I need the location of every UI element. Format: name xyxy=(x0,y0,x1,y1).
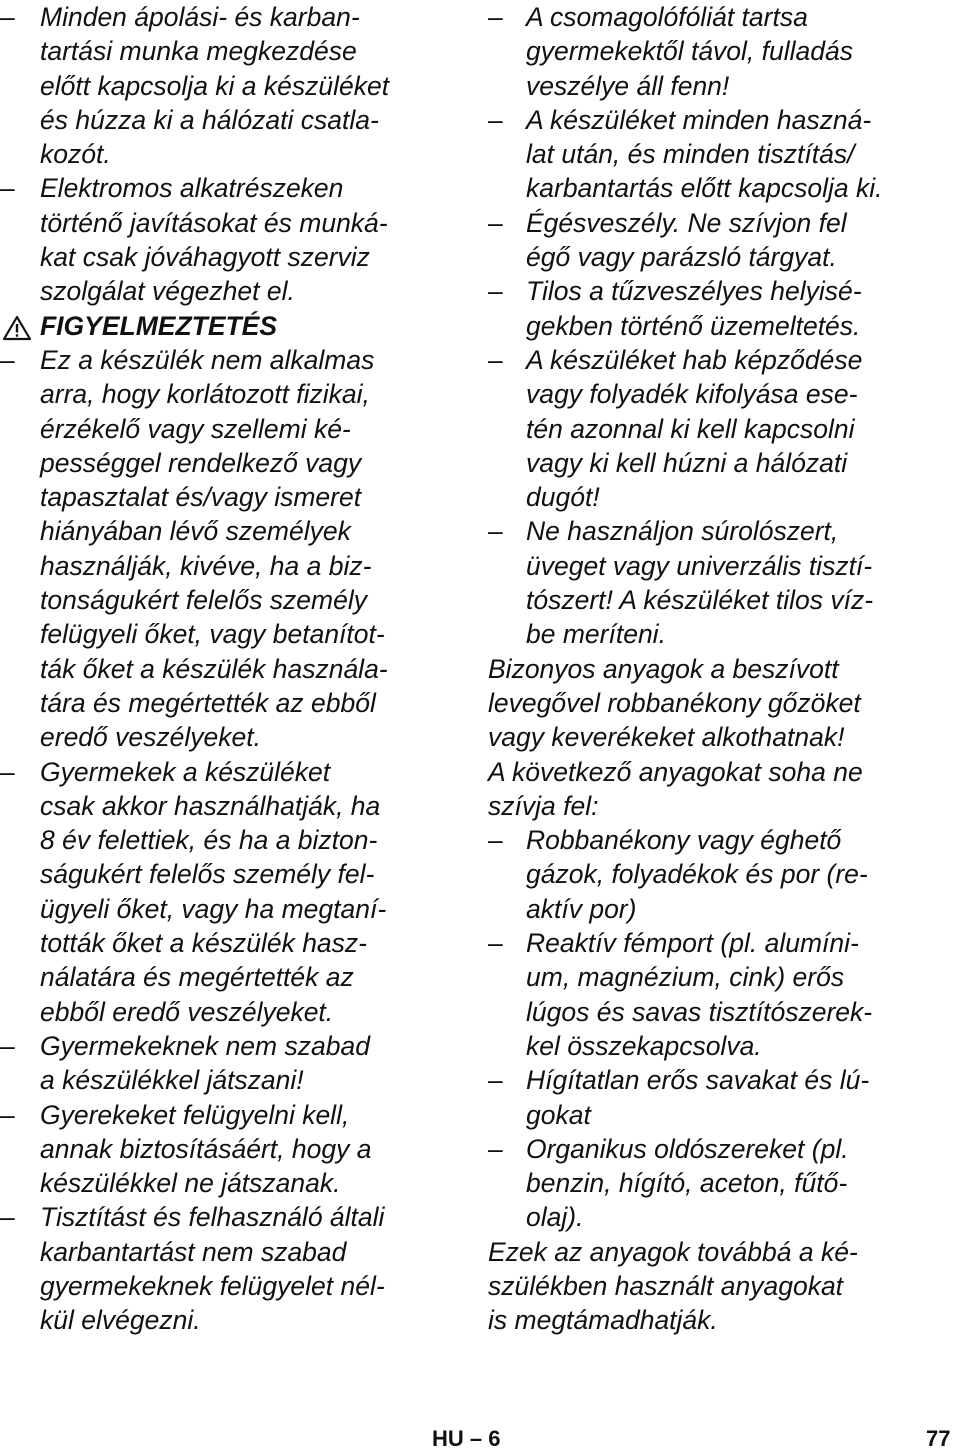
list-item xyxy=(488,103,950,206)
list-item xyxy=(0,1200,470,1337)
dash-bullet: – xyxy=(0,344,15,375)
list-item xyxy=(0,343,470,755)
list-item-text: A készüléket hab képződése vagy folyadék kifolyása ese- tén azonnal ki kell kapcsolni vagy ki kell húzni a hálózati dugót! xyxy=(526,344,863,513)
paragraph: Bizonyos anyagok a beszívott levegővel robbanékony gőzöket vagy keverékeket alkothatnak! xyxy=(488,653,861,753)
list-item-text: Gyermekeknek nem szabad a készülékkel játszani! xyxy=(40,1030,370,1096)
list-item xyxy=(488,514,950,651)
list-item-text: Tilos a tűzveszélyes helyisé- gekben történő üzemeltetés. xyxy=(526,276,862,341)
dash-bullet: – xyxy=(488,516,503,547)
list-item xyxy=(0,0,470,171)
list-item-text: Gyerekeket felügyelni kell, annak biztosításáért, hogy a készülékkel ne játszanak. xyxy=(40,1099,372,1199)
list-item-text: Organikus oldószereket (pl. benzin, hígító, aceton, fűtő- olaj). xyxy=(526,1133,849,1233)
list-item xyxy=(488,0,950,103)
list-item xyxy=(488,1132,950,1235)
dash-bullet: – xyxy=(0,1202,15,1233)
dash-bullet: – xyxy=(488,207,503,238)
dash-bullet: – xyxy=(488,825,503,856)
list-item xyxy=(0,1098,470,1201)
warning-heading xyxy=(0,309,470,343)
list-item-text: Elektromos alkatrészeken történő javításokat és munká- kat csak jóváhagyott szerviz szolgálat végezhet el. xyxy=(40,173,388,307)
list-item xyxy=(0,171,470,308)
list-item-text: Gyermekek a készüléket csak akkor használhatják, ha 8 év felettiek, és ha a bizton- ságukért felelős személy fel- ügyeli őket, vagy ha megtaní- tották őket a készülék hasz- nálatára és megértették az ebből eredő veszélyeket. xyxy=(40,756,387,1027)
list-item xyxy=(488,1063,950,1132)
dash-bullet: – xyxy=(488,1133,503,1164)
list-item-text: Ez a készülék nem alkalmas arra, hogy korlátozott fizikai, érzékelő vagy szellemi ké- pességgel rendelkező vagy tapasztalat és/vagy ismeret hiányában lévő személyek használják, kivéve, ha a biz- tonságukért felelős személy felügyeli őket, vagy betanítot- ták őket a készülék használa- tára és megértették az ebből eredő veszélyeket. xyxy=(40,344,388,753)
warning-triangle-icon xyxy=(2,315,32,341)
footer-language-page-code: HU – 6 xyxy=(432,1426,501,1451)
dash-bullet: – xyxy=(488,2,503,32)
dash-bullet: – xyxy=(488,344,503,375)
list-item-text: Reaktív fémport (pl. alumíni- um, magnézium, cink) erős lúgos és savas tisztítószerek- kel összekapcsolva. xyxy=(526,928,873,1061)
dash-bullet: – xyxy=(0,1099,15,1130)
list-item xyxy=(488,926,950,1063)
page-number: 77 xyxy=(926,1426,951,1451)
dash-bullet: – xyxy=(0,756,15,787)
list-item xyxy=(0,755,470,1029)
paragraph: Ezek az anyagok továbbá a ké- szülékben használt anyagokat is megtámadhatják. xyxy=(488,1236,858,1336)
list-item xyxy=(488,343,950,514)
list-item-text: A készüléket minden haszná- lat után, és minden tisztítás/ karbantartás előtt kapcsolja ki. xyxy=(526,104,883,204)
dash-bullet: – xyxy=(0,2,15,32)
dash-bullet: – xyxy=(488,276,503,307)
paragraph: A következő anyagokat soha ne szívja fel: xyxy=(488,756,863,821)
list-item-text: Tisztítást és felhasználó általi karbantartást nem szabad gyermekeknek felügyelet nél- kül elvégezni. xyxy=(40,1202,385,1336)
list-item-text: A csomagolófóliát tartsa gyermekektől távol, fulladás veszélye áll fenn! xyxy=(526,2,853,101)
dash-bullet: – xyxy=(0,1030,15,1061)
right-column xyxy=(488,0,950,1338)
list-item xyxy=(488,274,950,343)
warning-heading-text: FIGYELMEZTETÉS xyxy=(40,310,278,341)
list-item-text: Hígítatlan erős savakat és lú- gokat xyxy=(526,1065,870,1130)
list-item xyxy=(0,1029,470,1098)
dash-bullet: – xyxy=(488,104,503,135)
list-item xyxy=(488,823,950,926)
list-item-text: Minden ápolási- és karban- tartási munka megkezdése előtt kapcsolja ki a készüléket és húzza ki a hálózati csatla- kozót. xyxy=(40,2,390,170)
list-item xyxy=(488,206,950,275)
dash-bullet: – xyxy=(488,1065,503,1096)
list-item-text: Ne használjon súrolószert, üveget vagy univerzális tisztí- tószert! A készüléket tilos víz- be meríteni. xyxy=(526,516,874,650)
left-column xyxy=(0,0,470,1338)
list-item-text: Égésveszély. Ne szívjon fel égő vagy parázsló tárgyat. xyxy=(526,207,847,273)
dash-bullet: – xyxy=(0,173,15,204)
dash-bullet: – xyxy=(488,928,503,959)
list-item-text: Robbanékony vagy éghető gázok, folyadékok és por (re- aktív por) xyxy=(526,825,868,924)
